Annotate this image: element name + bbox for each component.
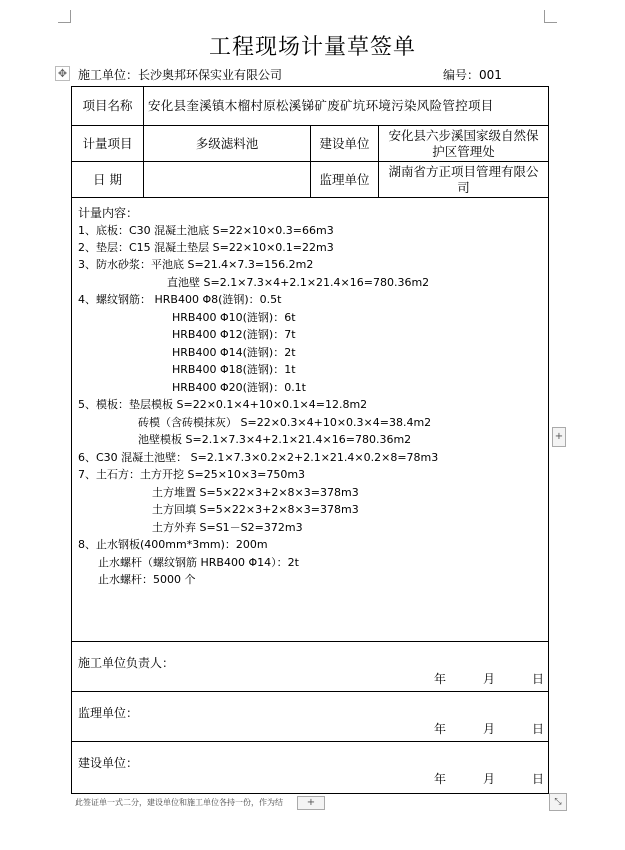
- supervisor-value[interactable]: 湖南省方正项目管理有限公司: [388, 163, 539, 195]
- table-move-handle-icon[interactable]: ✥: [55, 66, 70, 81]
- measurement-item-label: 计量项目: [82, 135, 133, 151]
- content-line: 土方外弃 S=S1－S2=372m3: [152, 521, 303, 534]
- content-line: HRB400 Φ10(涟钢)：6t: [172, 311, 296, 324]
- content-line: 6、C30 混凝土池壁： S=2.1×7.3×0.2×2+2.1×21.4×0.2×8=78m3: [78, 451, 439, 464]
- month-label: 月: [482, 672, 495, 686]
- content-line: 土方回填 S=5×22×3+2×8×3=378m3: [152, 503, 359, 516]
- day-label: 日: [531, 722, 544, 736]
- table-rule: [72, 197, 548, 198]
- content-line: HRB400 Φ12(涟钢)：7t: [172, 328, 296, 341]
- year-label: 年: [434, 772, 447, 786]
- content-line: 5、模板：垫层模板 S=22×0.1×4+10×0.1×4=12.8m2: [78, 398, 368, 411]
- table-resize-icon[interactable]: ⤡: [549, 793, 567, 811]
- supervisor-label: 监理单位: [319, 171, 370, 187]
- day-label: 日: [531, 672, 544, 686]
- table-rule: [72, 741, 548, 742]
- date-label: 日 期: [93, 171, 122, 187]
- content-line: 止水螺杆（螺纹钢筋 HRB400 Φ14）：2t: [98, 556, 299, 569]
- contractor-signature-label: 施工单位负责人：: [78, 656, 175, 670]
- owner-value[interactable]: 安化县六步溪国家级自然保护区管理处: [388, 127, 539, 159]
- content-line: 池壁模板 S=2.1×7.3×4+2.1×21.4×16=780.36m2: [138, 433, 412, 446]
- month-label: 月: [482, 722, 495, 736]
- content-line: 8、止水钢板(400mm*3mm)：200m: [78, 538, 268, 551]
- table-rule: [72, 691, 548, 692]
- content-line: HRB400 Φ18(涟钢)：1t: [172, 363, 296, 376]
- project-name-value[interactable]: 安化县奎溪镇木榴村原松溪锑矿废矿坑环境污染风险管控项目: [148, 98, 494, 113]
- supervisor-signature-date[interactable]: [434, 720, 544, 737]
- footnote: 此签证单一式二分，建设单位和施工单位各持一份，作为结: [75, 798, 283, 807]
- owner-signature-date[interactable]: [434, 770, 544, 787]
- date-value[interactable]: [144, 162, 310, 197]
- month-label: 月: [482, 772, 495, 786]
- crop-mark-top-left: [58, 10, 71, 23]
- measurement-item-value[interactable]: 多级滤料池: [195, 135, 259, 151]
- owner-label: 建设单位: [319, 135, 370, 151]
- year-label: 年: [434, 722, 447, 736]
- content-line: 2、垫层：C15 混凝土垫层 S=22×10×0.1=22m3: [78, 241, 334, 254]
- add-column-button[interactable]: +: [552, 427, 566, 447]
- content-line: 3、防水砂浆：平池底 S=21.4×7.3=156.2m2: [78, 258, 314, 271]
- crop-mark-top-right: [544, 10, 557, 23]
- document-title: 工程现场计量草签单: [208, 35, 416, 60]
- project-name-label: 项目名称: [82, 98, 133, 113]
- content-line: 7、土石方：土方开挖 S=25×10×3=750m3: [78, 468, 306, 481]
- supervisor-signature-label: 监理单位：: [78, 706, 139, 720]
- content-line: 砖模（含砖模抹灰） S=22×0.3×4+10×0.3×4=38.4m2: [138, 416, 432, 429]
- add-row-button[interactable]: +: [297, 796, 325, 810]
- contractor-signature-date[interactable]: [434, 670, 544, 687]
- content-line: 止水螺杆：5000 个: [98, 573, 196, 586]
- contractor-label: 施工单位：长沙奥邦环保实业有限公司: [78, 68, 283, 82]
- day-label: 日: [531, 772, 544, 786]
- content-line: 土方堆置 S=5×22×3+2×8×3=378m3: [152, 486, 359, 499]
- content-line: 直池壁 S=2.1×7.3×4+2.1×21.4×16=780.36m2: [167, 276, 430, 289]
- content-line: 1、底板：C30 混凝土池底 S=22×10×0.3=66m3: [78, 224, 334, 237]
- content-line: 4、螺纹钢筋： HRB400 Φ8(涟钢)：0.5t: [78, 293, 282, 306]
- table-rule: [72, 641, 548, 642]
- measurement-table: [71, 86, 549, 794]
- owner-signature-label: 建设单位：: [78, 756, 139, 770]
- content-line: HRB400 Φ20(涟钢)：0.1t: [172, 381, 306, 394]
- content-heading: 计量内容：: [78, 206, 139, 220]
- year-label: 年: [434, 672, 447, 686]
- content-line: HRB400 Φ14(涟钢)：2t: [172, 346, 296, 359]
- document-number: 编号：001: [443, 68, 502, 82]
